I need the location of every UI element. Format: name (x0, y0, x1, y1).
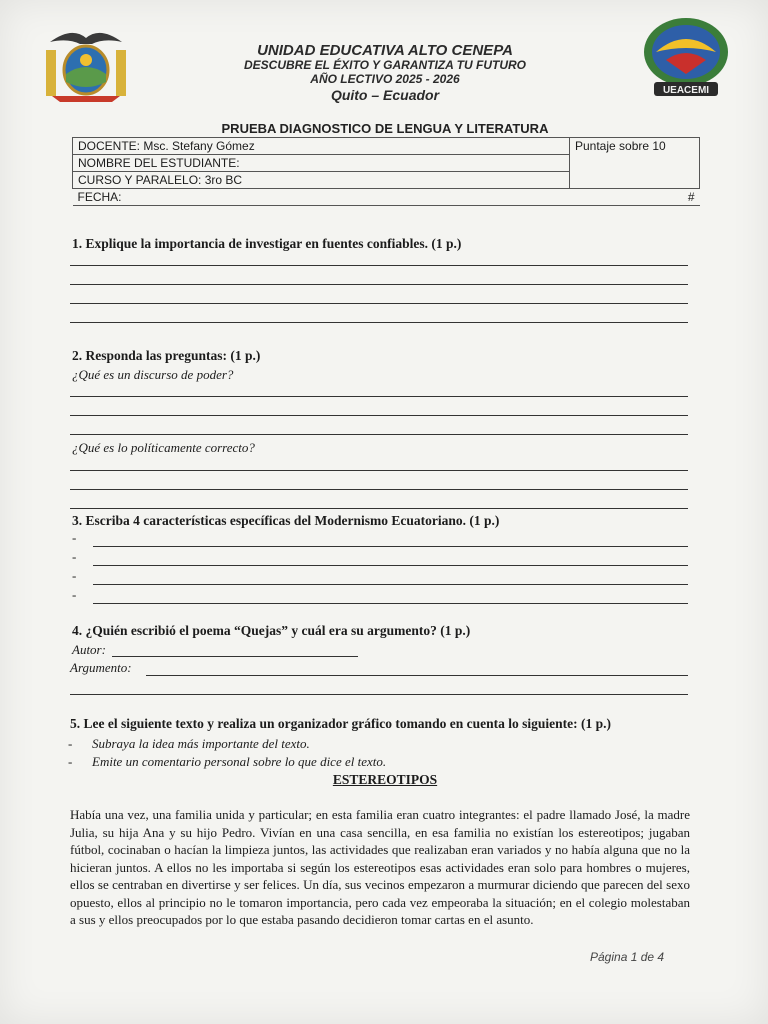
answer-line[interactable] (70, 489, 688, 490)
answer-line[interactable] (93, 565, 688, 566)
question-2: 2. Responda las preguntas: (1 p.) (72, 348, 261, 363)
question-2a: ¿Qué es un discurso de poder? (72, 367, 234, 382)
answer-line[interactable] (70, 396, 688, 397)
school-name: UNIDAD EDUCATIVA ALTO CENEPA (257, 42, 513, 59)
answer-line[interactable] (93, 546, 688, 547)
course-cell: CURSO Y PARALELO: 3ro BC (73, 172, 570, 189)
school-motto: DESCUBRE EL ÉXITO Y GARANTIZA TU FUTURO (243, 58, 527, 72)
answer-line[interactable] (70, 322, 688, 323)
school-year: AÑO LECTIVO 2025 - 2026 (310, 72, 460, 86)
test-title: PRUEBA DIAGNOSTICO DE LENGUA Y LITERATURA (221, 121, 549, 136)
score-cell[interactable]: Puntaje sobre 10 (570, 138, 700, 189)
author-answer-line[interactable] (112, 656, 358, 657)
dash-mark: - (72, 549, 77, 564)
dash-mark: - (72, 568, 77, 583)
answer-line[interactable] (70, 265, 688, 266)
student-info-table (72, 137, 700, 206)
question-5: 5. Lee el siguiente texto y realiza un organizador gráfico tomando en cuenta lo siguiente: (1 p.) (70, 716, 611, 731)
question-1: 1. Explique la importancia de investigar en fuentes confiables. (1 p.) (72, 236, 462, 251)
dash-mark: - (72, 530, 77, 545)
dash-mark: - (68, 736, 73, 751)
ecuador-coat-of-arms-logo (42, 22, 130, 104)
argument-answer-line[interactable] (146, 675, 688, 676)
answer-line[interactable] (70, 694, 688, 695)
argument-label: Argumento: (70, 660, 132, 675)
answer-line[interactable] (70, 470, 688, 471)
dash-mark: - (72, 587, 77, 602)
dash-mark: - (68, 754, 73, 769)
question-4: 4. ¿Quién escribió el poema “Quejas” y cuál era su argumento? (1 p.) (72, 623, 471, 638)
question-3: 3. Escriba 4 características específicas del Modernismo Ecuatoriano. (1 p.) (72, 513, 500, 528)
reading-title: ESTEREOTIPOS (332, 772, 438, 787)
author-label: Autor: (72, 642, 106, 657)
school-crest-logo (640, 16, 732, 98)
answer-line[interactable] (70, 415, 688, 416)
instruction-2: Emite un comentario personal sobre lo que dice el texto. (92, 754, 387, 769)
crest-text: UEACEMI (662, 85, 710, 96)
answer-line[interactable] (70, 284, 688, 285)
answer-line[interactable] (93, 584, 688, 585)
hash-mark: # (570, 189, 700, 206)
teacher-cell: DOCENTE: Msc. Stefany Gómez (73, 138, 570, 155)
answer-line[interactable] (93, 603, 688, 604)
question-2b: ¿Qué es lo políticamente correcto? (72, 440, 255, 455)
student-name-field[interactable]: NOMBRE DEL ESTUDIANTE: (73, 155, 570, 172)
instruction-1: Subraya la idea más importante del texto. (92, 736, 310, 751)
answer-line[interactable] (70, 303, 688, 304)
school-city: Quito – Ecuador (330, 87, 440, 103)
answer-line[interactable] (70, 434, 688, 435)
page-number: Página 1 de 4 (590, 950, 665, 964)
answer-line[interactable] (70, 508, 688, 509)
date-field[interactable]: FECHA: (73, 189, 570, 206)
reading-text: Había una vez, una familia unida y particular; en esta familia eran cuatro integrantes: el padre llamado José, la madre Julia, su hija Ana y su hijo Pedro. Vivían en una casa sencilla, en esa familia no existían los estereotipos; jugaban fútbol, cocinaban o hacían la limpieza juntos, las actividades que realizaban eran variados y no había alguna que no la hicieran juntos. A ellos no les importaba si según los estereotipos esas actividades eran solo para hombres o mujeres, ellos se centraban en divertirse y ser felices. Un día, sus vecinos empezaron a murmurar diciendo que parecen del sexo opuesto, ellos al principio no le tomaron importancia, pero cada vez empeoraba la situación; en el colegio molestaban a sus y ellos preocupados por lo que estaba pasando decidieron tomar cartas en el asunto. (70, 807, 690, 927)
